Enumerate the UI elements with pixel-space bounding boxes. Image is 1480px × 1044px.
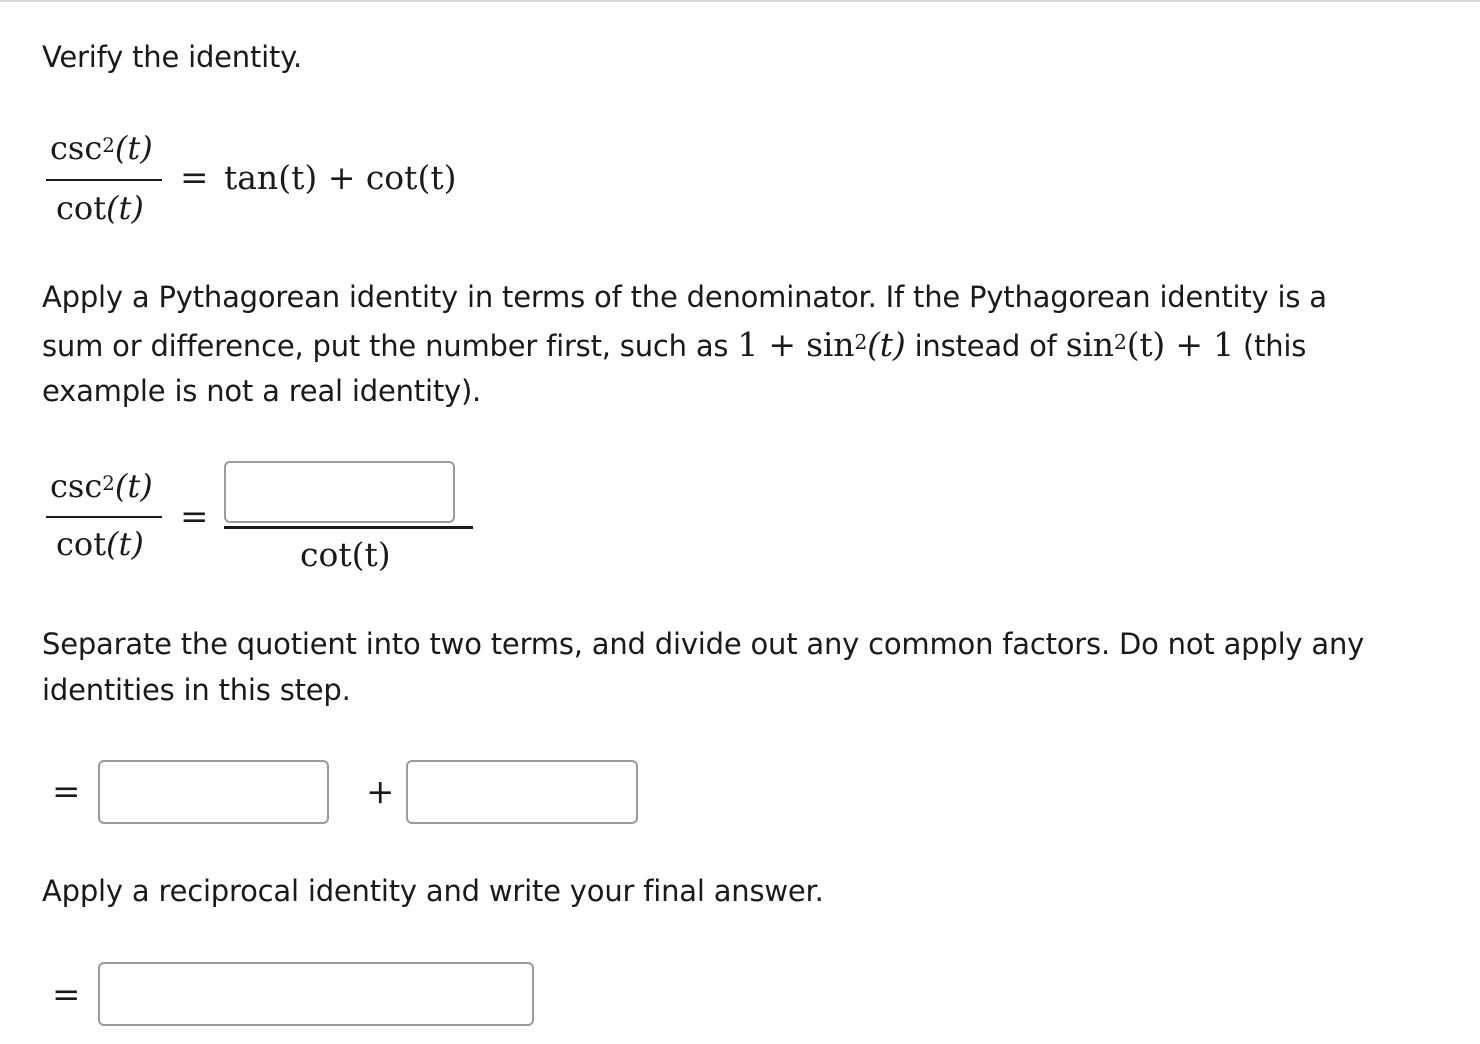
step3-instruction: Apply a reciprocal identity and write your final answer. [42,874,824,908]
example-incorrect-form: $\sin^2(t) + 1$ [1065,325,1234,364]
identity-equals: = [180,158,209,198]
example-correct-form: $1 + \sin^2(t)$ [737,325,906,364]
step2-equals: = [52,772,81,812]
identity-numerator: $\csc^2(t)$ [50,129,153,167]
first-term-input[interactable] [98,760,329,824]
step1-equals: = [180,497,209,537]
step1-instruction-line2: sum or difference, put the number first, such as $1 + \sin^2(t)$ instead of $\sin^2(t) + 1$ (this [42,325,1307,364]
identity-denominator: cot(t) [56,189,144,227]
pythagorean-identity-input[interactable] [224,461,455,523]
question-prompt: Verify the identity. [42,40,303,74]
identity-rhs: tan(t) + cot(t) [224,158,457,197]
step1-instruction-line3: example is not a real identity). [42,374,482,408]
step1-rhs-denominator: cot(t) [300,535,391,574]
step1-rhs-fraction-bar [224,526,473,529]
step1-lhs-fraction-bar [46,516,162,518]
step1-lhs-numerator: $\csc^2(t)$ [50,467,153,505]
step1-instruction-line1: Apply a Pythagorean identity in terms of the denominator. If the Pythagorean identity is a [42,280,1327,314]
identity-fraction-bar [46,179,162,181]
final-answer-input[interactable] [98,962,534,1026]
step2-instruction-line1: Separate the quotient into two terms, and divide out any common factors. Do not apply any [42,627,1365,661]
step2-plus: + [366,772,395,812]
top-divider [0,0,1480,2]
second-term-input[interactable] [406,760,638,824]
step2-instruction-line2: identities in this step. [42,673,351,707]
step3-equals: = [52,975,81,1015]
step1-lhs-denominator: cot(t) [56,525,144,563]
